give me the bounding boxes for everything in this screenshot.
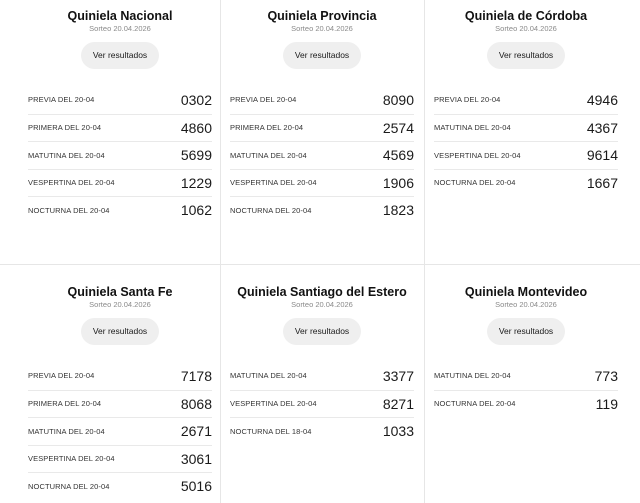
results-list [28,362,212,500]
draw-label: MATUTINA DEL 20-04 [434,123,511,133]
result-row [230,362,414,390]
results-list [434,362,618,417]
result-row [28,362,212,390]
draw-number: 4367 [586,119,618,136]
draw-number: 4860 [180,119,212,136]
results-list [230,362,414,445]
draw-label: VESPERTINA DEL 20-04 [230,399,317,409]
draw-number: 8271 [382,395,414,412]
draw-label: NOCTURNA DEL 20-04 [28,205,110,215]
draw-label: MATUTINA DEL 20-04 [28,426,105,436]
result-row [230,390,414,418]
result-row [230,169,414,197]
ver-resultados-button[interactable]: Ver resultados [81,318,159,345]
draw-label: NOCTURNA DEL 20-04 [28,481,110,491]
card-title: Quiniela de Córdoba [464,9,588,23]
ver-resultados-button[interactable]: Ver resultados [487,42,565,69]
draw-number: 5016 [180,478,212,495]
results-list [28,86,212,224]
card-draw-date: Sorteo 20.04.2026 [291,24,353,33]
draw-label: PRIMERA DEL 20-04 [230,123,304,133]
result-row [434,362,618,390]
draw-label: PREVIA DEL 20-04 [434,95,501,105]
result-row [28,445,212,473]
draw-number: 119 [595,395,618,412]
card-quiniela-santa-fe [0,265,221,503]
ver-resultados-button[interactable]: Ver resultados [487,318,565,345]
draw-number: 3377 [382,367,414,384]
result-row [230,196,414,224]
draw-label: MATUTINA DEL 20-04 [28,150,105,160]
ver-resultados-button[interactable]: Ver resultados [81,42,159,69]
ver-resultados-button[interactable]: Ver resultados [283,318,361,345]
draw-number: 9614 [586,147,618,164]
card-quiniela-montevideo [425,265,640,503]
draw-label: VESPERTINA DEL 20-04 [28,454,115,464]
draw-label: PRIMERA DEL 20-04 [28,123,102,133]
draw-number: 4946 [586,91,618,108]
draw-label: MATUTINA DEL 20-04 [434,371,511,381]
card-quiniela-santiago-del-estero [221,265,425,503]
result-row [28,472,212,500]
draw-label: NOCTURNA DEL 20-04 [434,178,516,188]
card-title: Quiniela Nacional [67,9,173,23]
result-row [28,417,212,445]
result-row [230,417,414,445]
result-row [28,86,212,114]
draw-label: NOCTURNA DEL 20-04 [230,205,312,215]
card-draw-date: Sorteo 20.04.2026 [495,300,557,309]
draw-label: NOCTURNA DEL 18-04 [230,426,312,436]
draw-number: 1033 [382,423,414,440]
card-quiniela-provincia [221,0,425,265]
draw-number: 773 [594,367,618,384]
draw-number: 0302 [180,91,212,108]
draw-label: MATUTINA DEL 20-04 [230,150,307,160]
draw-label: MATUTINA DEL 20-04 [230,371,307,381]
card-title: Quiniela Santiago del Estero [237,285,407,299]
result-row [230,86,414,114]
draw-label: PREVIA DEL 20-04 [28,95,95,105]
card-draw-date: Sorteo 20.04.2026 [89,24,151,33]
card-draw-date: Sorteo 20.04.2026 [89,300,151,309]
result-row [434,86,618,114]
card-draw-date: Sorteo 20.04.2026 [291,300,353,309]
results-list [434,86,618,196]
result-row [434,114,618,142]
draw-number: 4569 [382,147,414,164]
draw-number: 8068 [180,395,212,412]
result-row [28,196,212,224]
result-row [28,141,212,169]
draw-label: VESPERTINA DEL 20-04 [230,178,317,188]
result-row [434,390,618,418]
card-title: Quiniela Provincia [267,9,377,23]
draw-number: 2671 [180,423,212,440]
draw-label: PRIMERA DEL 20-04 [28,399,102,409]
draw-number: 3061 [180,450,212,467]
result-row [28,169,212,197]
ver-resultados-button[interactable]: Ver resultados [283,42,361,69]
draw-number: 2574 [382,119,414,136]
result-row [28,114,212,142]
card-quiniela-nacional [0,0,221,265]
draw-number: 8090 [382,91,414,108]
draw-label: NOCTURNA DEL 20-04 [434,399,516,409]
result-row [230,114,414,142]
draw-label: VESPERTINA DEL 20-04 [434,150,521,160]
draw-number: 1229 [180,174,212,191]
draw-number: 1906 [382,174,414,191]
result-row [28,390,212,418]
draw-number: 1062 [180,202,212,219]
result-row [434,141,618,169]
result-row [230,141,414,169]
draw-number: 7178 [180,367,212,384]
card-quiniela-cordoba [425,0,640,265]
card-title: Quiniela Montevideo [464,285,588,299]
draw-number: 1823 [382,202,414,219]
card-draw-date: Sorteo 20.04.2026 [495,24,557,33]
results-list [230,86,414,224]
draw-label: PREVIA DEL 20-04 [230,95,297,105]
draw-number: 1667 [586,174,618,191]
draw-label: VESPERTINA DEL 20-04 [28,178,115,188]
draw-number: 5699 [180,147,212,164]
result-row [434,169,618,197]
draw-label: PREVIA DEL 20-04 [28,371,95,381]
card-title: Quiniela Santa Fe [67,285,173,299]
